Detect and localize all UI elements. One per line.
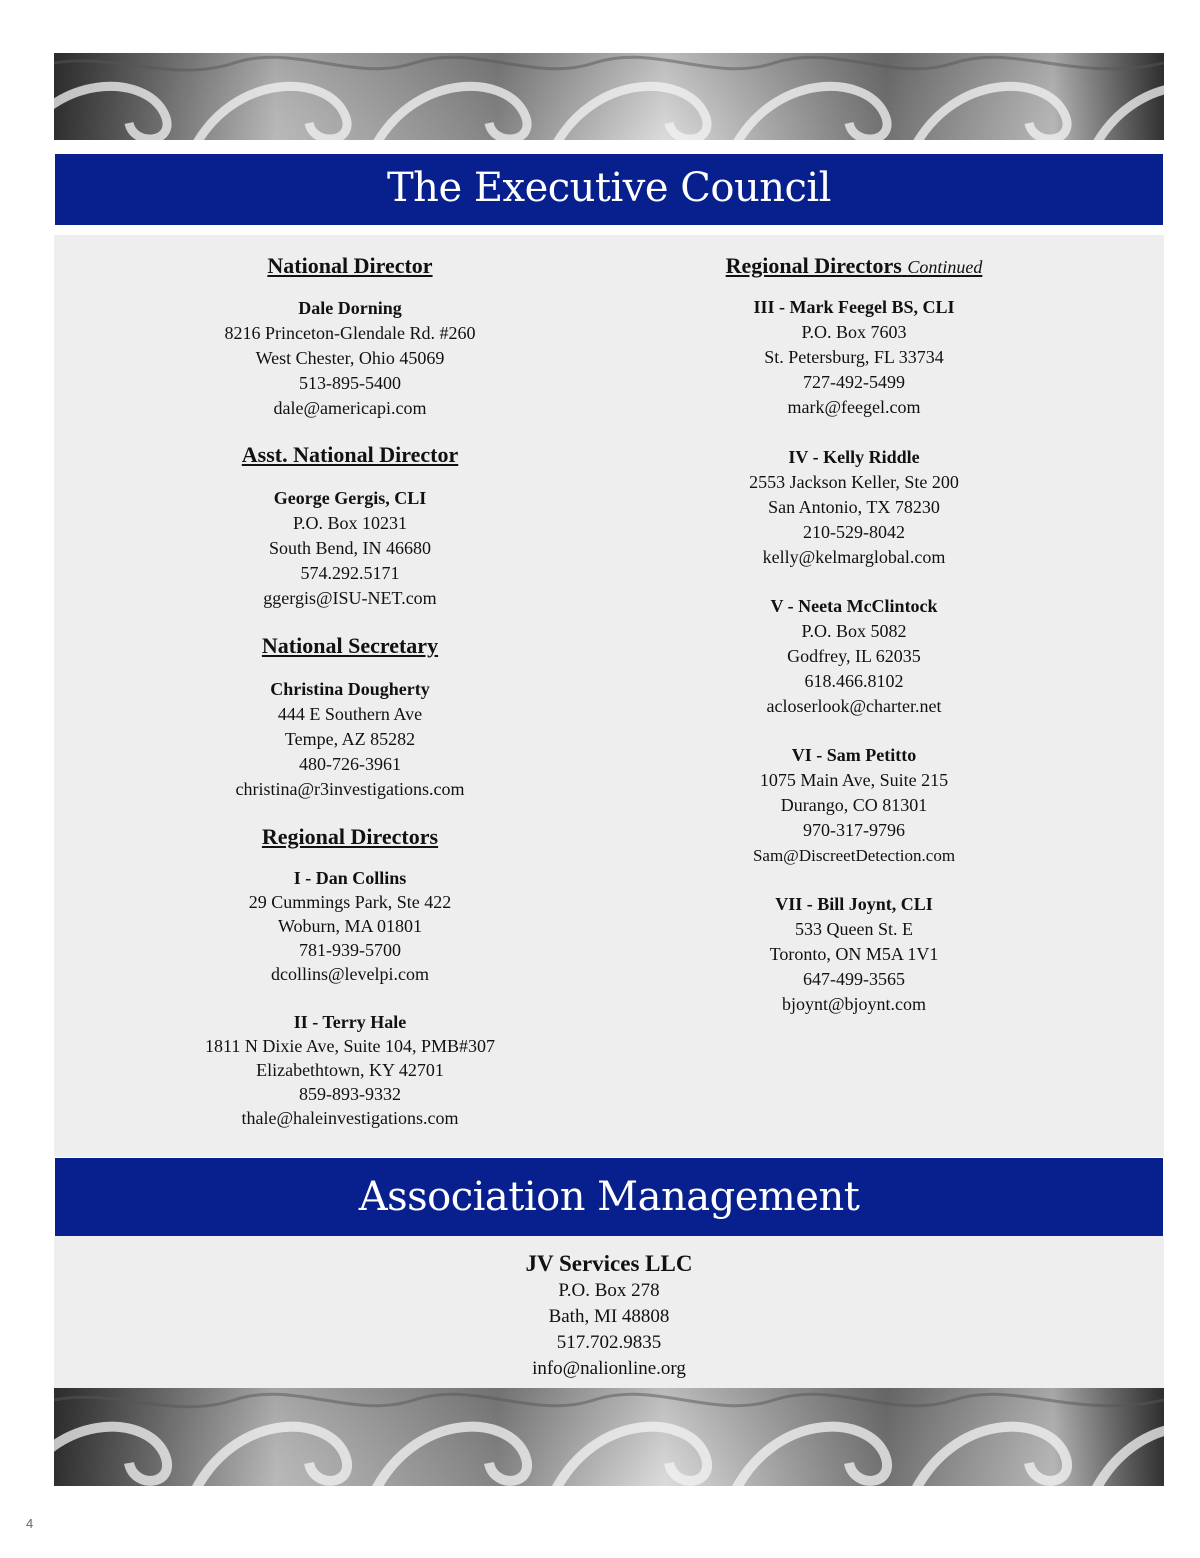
director-entry: George Gergis, CLI P.O. Box 10231 South Bend, IN 46680 574.292.5171 ggergis@ISU-NET.com [150,486,550,611]
management-entry: JV Services LLC P.O. Box 278 Bath, MI 48808 517.702.9835 info@nalionline.org [54,1250,1164,1382]
email-link[interactable]: mark@feegel.com [787,397,921,417]
section-heading: National Director [267,253,433,278]
email-link[interactable]: Sam@DiscreetDetection.com [752,846,956,865]
scroll-ornament-icon [54,53,1164,140]
director-entry: V - Neeta McClintock P.O. Box 5082 Godfrey, IL 62035 618.466.8102 acloserlook@charter.net [654,594,1054,719]
scroll-ornament-icon [54,1388,1164,1486]
section-heading: Regional Directors Continued [725,253,983,278]
email-link[interactable]: christina@r3investigations.com [235,779,465,799]
email-link[interactable]: dcollins@levelpi.com [270,964,430,984]
director-entry: IV - Kelly Riddle 2553 Jackson Keller, Ste 200 San Antonio, TX 78230 210-529-8042 kelly@kelmarglobal.com [654,445,1054,570]
email-link[interactable]: dale@americapi.com [273,398,427,418]
continued-label: Continued [907,257,983,277]
ornamental-banner-top [54,53,1164,140]
director-entry: III - Mark Feegel BS, CLI P.O. Box 7603 St. Petersburg, FL 33734 727-492-5499 mark@feegel.com [654,295,1054,420]
director-entry: VII - Bill Joynt, CLI 533 Queen St. E Toronto, ON M5A 1V1 647-499-3565 bjoynt@bjoynt.com [654,892,1054,1017]
director-entry: VI - Sam Petitto 1075 Main Ave, Suite 215 Durango, CO 81301 970-317-9796 Sam@DiscreetDetection.com [654,743,1054,868]
email-link[interactable]: thale@haleinvestigations.com [241,1108,459,1128]
page-number: 4 [26,1516,34,1531]
ornamental-banner-bottom [54,1388,1164,1486]
section-heading: Regional Directors [261,824,439,849]
section-heading: Asst. National Director [241,442,459,467]
director-entry: Dale Dorning 8216 Princeton-Glendale Rd. #260 West Chester, Ohio 45069 513-895-5400 dale@americapi.com [150,296,550,421]
director-entry: Christina Dougherty 444 E Southern Ave Tempe, AZ 85282 480-726-3961 christina@r3investigations.com [150,677,550,802]
director-entry: I - Dan Collins 29 Cummings Park, Ste 422 Woburn, MA 01801 781-939-5700 dcollins@levelpi.com [150,866,550,986]
email-link[interactable]: info@nalionline.org [532,1358,686,1379]
association-management-title: Association Management [55,1158,1163,1236]
executive-council-panel [54,235,1164,1157]
email-link[interactable]: kelly@kelmarglobal.com [762,547,946,567]
director-entry: II - Terry Hale 1811 N Dixie Ave, Suite 104, PMB#307 Elizabethtown, KY 42701 859-893-9332 thale@haleinvestigations.com [150,1010,550,1130]
association-management-panel [54,1236,1164,1388]
executive-council-title: The Executive Council [55,154,1163,225]
section-heading: National Secretary [261,633,439,658]
email-link[interactable]: bjoynt@bjoynt.com [781,994,927,1014]
email-link[interactable]: ggergis@ISU-NET.com [263,588,437,608]
email-link[interactable]: acloserlook@charter.net [766,696,942,716]
